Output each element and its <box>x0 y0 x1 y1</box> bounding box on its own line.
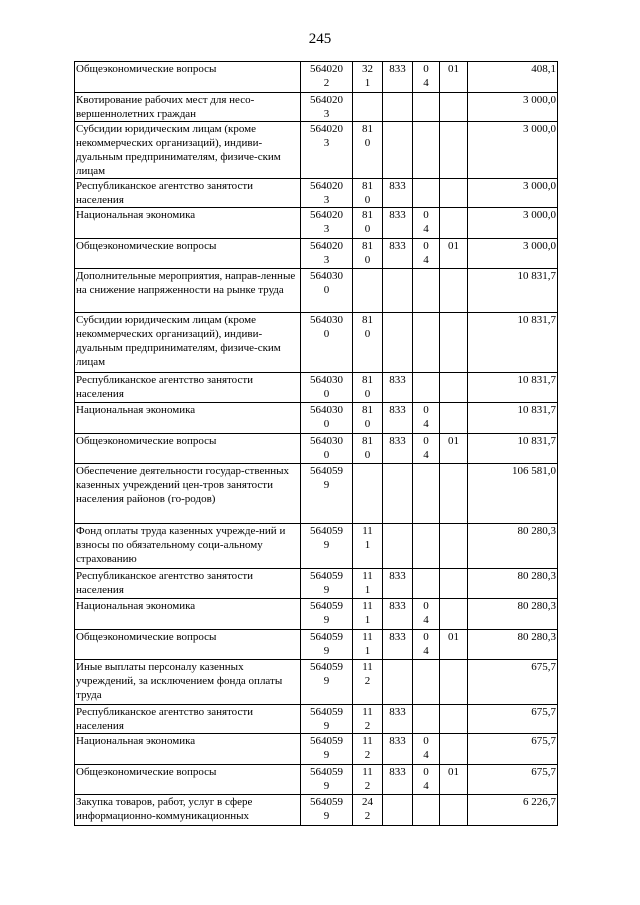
row-code: 564030 0 <box>301 434 353 464</box>
row-code: 564059 9 <box>301 734 353 765</box>
row-section <box>413 373 440 403</box>
table-row <box>75 179 558 208</box>
row-expense-type: 81 0 <box>353 403 383 434</box>
table-row <box>75 62 558 93</box>
row-section <box>413 122 440 179</box>
row-section: 0 4 <box>413 599 440 630</box>
row-department: 833 <box>383 239 413 269</box>
row-section <box>413 179 440 208</box>
row-amount: 408,1 <box>468 62 558 93</box>
row-amount: 675,7 <box>468 734 558 765</box>
row-name: Общеэкономические вопросы <box>75 62 301 93</box>
row-department <box>383 660 413 705</box>
row-amount: 6 226,7 <box>468 795 558 826</box>
table-row <box>75 705 558 734</box>
table-row <box>75 403 558 434</box>
row-department: 833 <box>383 208 413 239</box>
row-subsection <box>440 269 468 313</box>
row-code: 564059 9 <box>301 705 353 734</box>
row-amount: 80 280,3 <box>468 630 558 660</box>
row-expense-type <box>353 464 383 524</box>
row-code: 564020 3 <box>301 239 353 269</box>
row-section: 0 4 <box>413 62 440 93</box>
row-amount: 80 280,3 <box>468 524 558 569</box>
row-department <box>383 795 413 826</box>
row-amount: 10 831,7 <box>468 269 558 313</box>
row-section <box>413 705 440 734</box>
row-department <box>383 524 413 569</box>
row-name: Иные выплаты персоналу казенных учреждений, за исключением фонда оплаты труда <box>75 660 301 705</box>
row-subsection <box>440 464 468 524</box>
table-row <box>75 434 558 464</box>
row-section: 0 4 <box>413 239 440 269</box>
table-row <box>75 660 558 705</box>
row-code: 564030 0 <box>301 313 353 373</box>
row-name: Республиканское агентство занятости населения <box>75 373 301 403</box>
row-name: Национальная экономика <box>75 403 301 434</box>
row-section: 0 4 <box>413 765 440 795</box>
row-code: 564059 9 <box>301 795 353 826</box>
row-expense-type: 24 2 <box>353 795 383 826</box>
table-row <box>75 239 558 269</box>
row-subsection <box>440 208 468 239</box>
row-section: 0 4 <box>413 208 440 239</box>
row-expense-type: 11 2 <box>353 765 383 795</box>
row-code: 564030 0 <box>301 269 353 313</box>
row-subsection: 01 <box>440 765 468 795</box>
table-row <box>75 630 558 660</box>
row-amount: 10 831,7 <box>468 403 558 434</box>
row-department: 833 <box>383 569 413 599</box>
row-department: 833 <box>383 705 413 734</box>
table-row <box>75 599 558 630</box>
row-subsection <box>440 524 468 569</box>
row-code: 564030 0 <box>301 403 353 434</box>
row-subsection: 01 <box>440 434 468 464</box>
row-expense-type: 11 2 <box>353 734 383 765</box>
row-code: 564059 9 <box>301 660 353 705</box>
row-name: Общеэкономические вопросы <box>75 434 301 464</box>
row-code: 564030 0 <box>301 373 353 403</box>
table-row <box>75 765 558 795</box>
table-row <box>75 569 558 599</box>
row-name: Фонд оплаты труда казенных учрежде-ний и взносы по обязательному соци-альному страхованию <box>75 524 301 569</box>
row-section: 0 4 <box>413 434 440 464</box>
table-row <box>75 313 558 373</box>
row-expense-type <box>353 269 383 313</box>
row-expense-type: 81 0 <box>353 239 383 269</box>
row-amount: 3 000,0 <box>468 179 558 208</box>
row-expense-type: 81 0 <box>353 208 383 239</box>
row-name: Республиканское агентство занятости населения <box>75 569 301 599</box>
table-row <box>75 122 558 179</box>
row-subsection <box>440 179 468 208</box>
row-expense-type: 81 0 <box>353 373 383 403</box>
row-subsection <box>440 660 468 705</box>
row-department: 833 <box>383 179 413 208</box>
row-subsection <box>440 93 468 122</box>
row-code: 564059 9 <box>301 569 353 599</box>
table-row <box>75 524 558 569</box>
row-section <box>413 569 440 599</box>
row-department: 833 <box>383 630 413 660</box>
row-subsection <box>440 705 468 734</box>
row-department <box>383 313 413 373</box>
row-section: 0 4 <box>413 403 440 434</box>
table-row <box>75 373 558 403</box>
table-row <box>75 795 558 826</box>
row-subsection <box>440 373 468 403</box>
row-amount: 10 831,7 <box>468 373 558 403</box>
row-expense-type: 11 1 <box>353 599 383 630</box>
row-section: 0 4 <box>413 630 440 660</box>
table-row <box>75 93 558 122</box>
row-name: Национальная экономика <box>75 734 301 765</box>
row-department <box>383 93 413 122</box>
row-name: Субсидии юридическим лицам (кроме некоммерческих организаций), индиви-дуальным предпринимателям, физиче-ским лицам <box>75 313 301 373</box>
row-code: 564020 3 <box>301 179 353 208</box>
row-name: Республиканское агентство занятости населения <box>75 705 301 734</box>
row-amount: 675,7 <box>468 765 558 795</box>
row-section <box>413 524 440 569</box>
row-subsection: 01 <box>440 630 468 660</box>
row-expense-type: 11 2 <box>353 705 383 734</box>
budget-table <box>74 61 558 826</box>
row-amount: 3 000,0 <box>468 93 558 122</box>
row-name: Квотирование рабочих мест для несо-вершеннолетних граждан <box>75 93 301 122</box>
row-name: Республиканское агентство занятости населения <box>75 179 301 208</box>
row-subsection <box>440 569 468 599</box>
row-section <box>413 93 440 122</box>
row-code: 564020 3 <box>301 208 353 239</box>
row-expense-type <box>353 93 383 122</box>
row-name: Обеспечение деятельности государ-ственных казенных учреждений цен-тров занятости населения районов (го-родов) <box>75 464 301 524</box>
row-subsection <box>440 122 468 179</box>
table-row <box>75 269 558 313</box>
row-name: Закупка товаров, работ, услуг в сфере информационно-коммуникационных <box>75 795 301 826</box>
row-subsection <box>440 313 468 373</box>
row-code: 564059 9 <box>301 524 353 569</box>
table-row <box>75 464 558 524</box>
row-section <box>413 313 440 373</box>
row-subsection <box>440 795 468 826</box>
row-section <box>413 464 440 524</box>
row-expense-type: 11 1 <box>353 569 383 599</box>
row-name: Субсидии юридическим лицам (кроме некоммерческих организаций), индиви-дуальным предпринимателям, физиче-ским лицам <box>75 122 301 179</box>
row-section <box>413 269 440 313</box>
row-amount: 675,7 <box>468 660 558 705</box>
row-amount: 3 000,0 <box>468 239 558 269</box>
row-name: Общеэкономические вопросы <box>75 239 301 269</box>
row-name: Общеэкономические вопросы <box>75 765 301 795</box>
row-code: 564020 3 <box>301 122 353 179</box>
row-department: 833 <box>383 765 413 795</box>
row-amount: 80 280,3 <box>468 569 558 599</box>
row-amount: 80 280,3 <box>468 599 558 630</box>
row-department <box>383 464 413 524</box>
row-expense-type: 11 1 <box>353 524 383 569</box>
row-name: Национальная экономика <box>75 599 301 630</box>
row-amount: 106 581,0 <box>468 464 558 524</box>
row-name: Общеэкономические вопросы <box>75 630 301 660</box>
row-amount: 3 000,0 <box>468 208 558 239</box>
row-section <box>413 660 440 705</box>
row-name: Дополнительные мероприятия, направ-ленные на снижение напряженности на рынке труда <box>75 269 301 313</box>
row-expense-type: 11 2 <box>353 660 383 705</box>
row-section: 0 4 <box>413 734 440 765</box>
row-code: 564020 3 <box>301 93 353 122</box>
table-row <box>75 734 558 765</box>
table-row <box>75 208 558 239</box>
row-subsection: 01 <box>440 239 468 269</box>
row-code: 564059 9 <box>301 464 353 524</box>
row-expense-type: 11 1 <box>353 630 383 660</box>
row-expense-type: 81 0 <box>353 313 383 373</box>
row-subsection <box>440 734 468 765</box>
row-code: 564059 9 <box>301 765 353 795</box>
row-department: 833 <box>383 434 413 464</box>
row-expense-type: 81 0 <box>353 179 383 208</box>
row-department: 833 <box>383 403 413 434</box>
row-expense-type: 32 1 <box>353 62 383 93</box>
row-amount: 3 000,0 <box>468 122 558 179</box>
row-department: 833 <box>383 734 413 765</box>
row-amount: 675,7 <box>468 705 558 734</box>
row-subsection <box>440 403 468 434</box>
row-expense-type: 81 0 <box>353 122 383 179</box>
row-code: 564020 2 <box>301 62 353 93</box>
row-department: 833 <box>383 373 413 403</box>
row-amount: 10 831,7 <box>468 313 558 373</box>
page-number: 245 <box>308 31 332 47</box>
row-code: 564059 9 <box>301 630 353 660</box>
row-section <box>413 795 440 826</box>
row-expense-type: 81 0 <box>353 434 383 464</box>
row-department <box>383 122 413 179</box>
row-name: Национальная экономика <box>75 208 301 239</box>
row-department: 833 <box>383 599 413 630</box>
row-department <box>383 269 413 313</box>
row-amount: 10 831,7 <box>468 434 558 464</box>
row-subsection: 01 <box>440 62 468 93</box>
row-subsection <box>440 599 468 630</box>
row-code: 564059 9 <box>301 599 353 630</box>
row-department: 833 <box>383 62 413 93</box>
